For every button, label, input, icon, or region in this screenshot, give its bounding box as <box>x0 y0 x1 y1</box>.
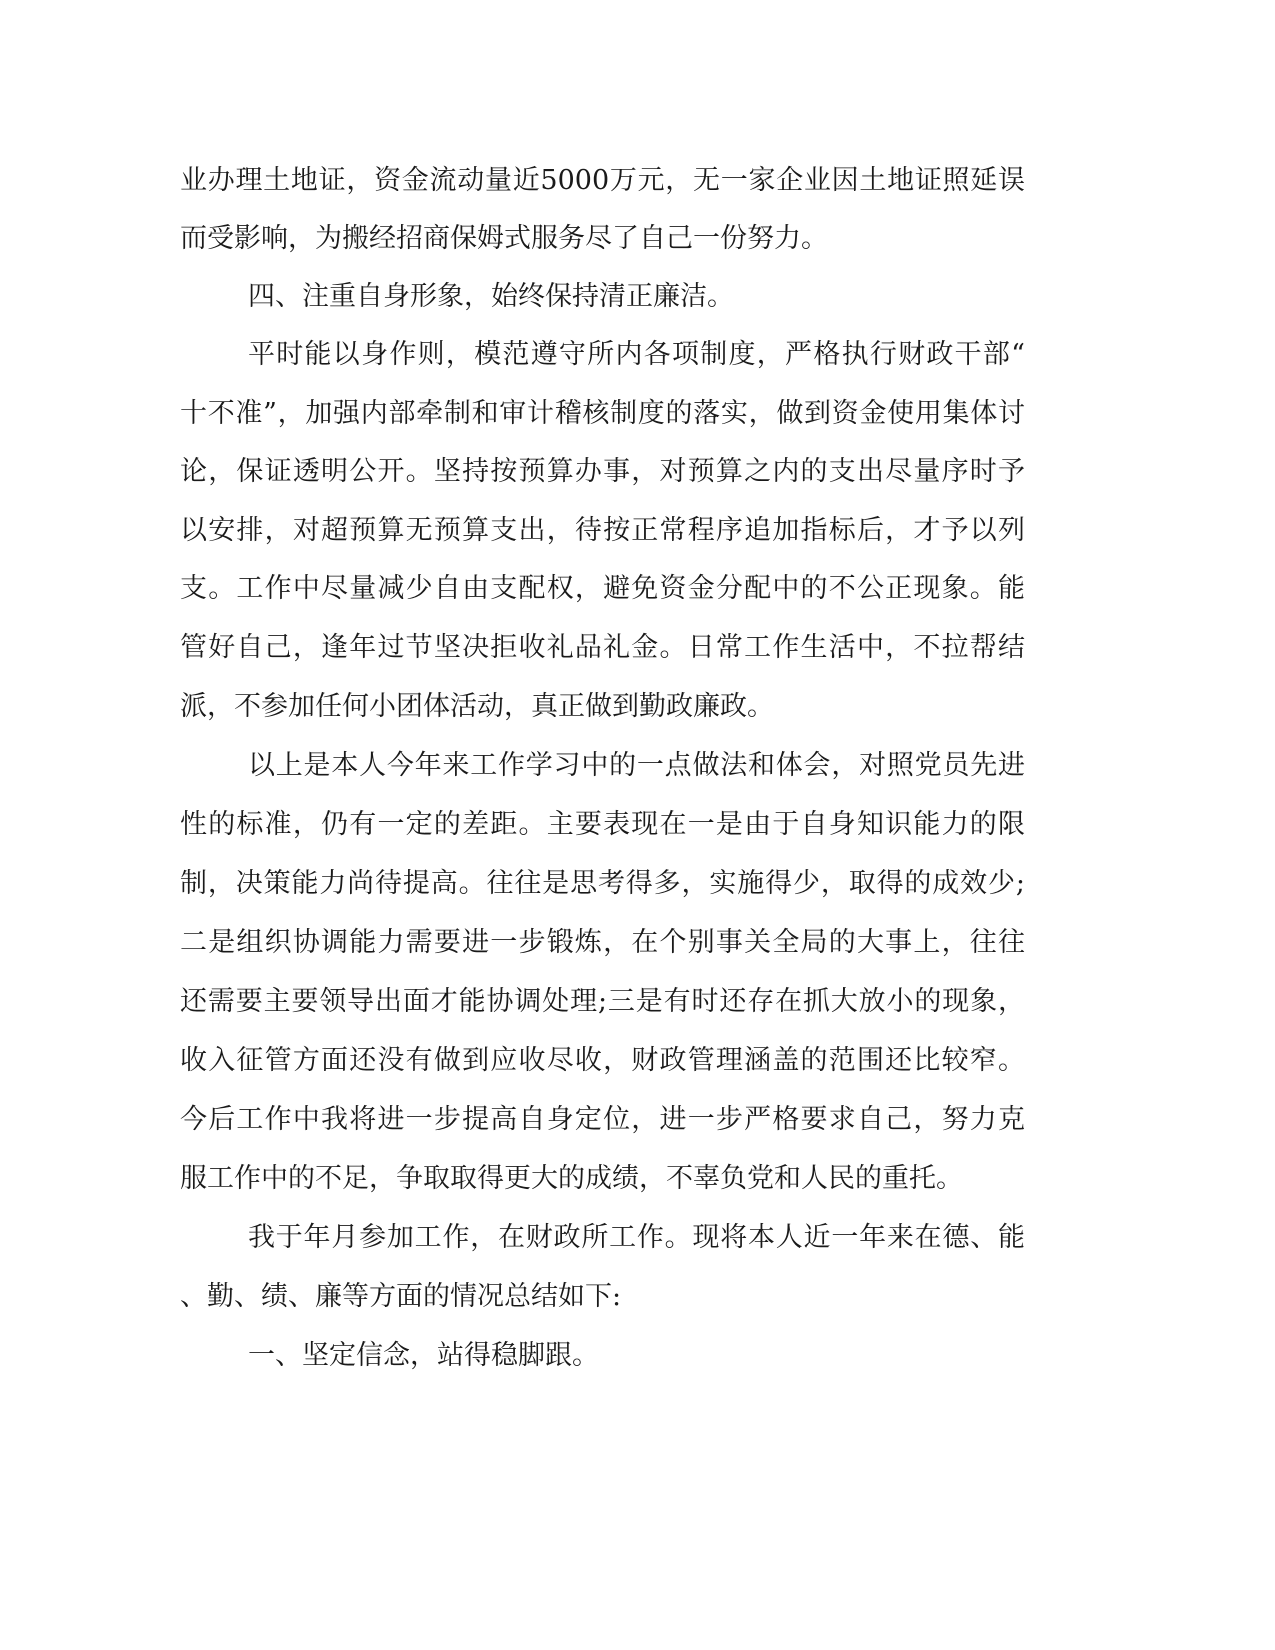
text-line: 派，不参加任何小团体活动，真正做到勤政廉政。 <box>180 691 774 722</box>
section-heading: 一、坚定信念，站得稳脚跟。 <box>248 1340 599 1371</box>
text-line: 还需要主要领导出面才能协调处理;三是有时还存在抓大放小的现象， <box>180 986 1025 1017</box>
text-line: 十不准”，加强内部牵制和审计稽核制度的落实，做到资金使用集体讨 <box>180 398 1025 429</box>
text-line: 今后工作中我将进一步提高自身定位，进一步严格要求自己，努力克 <box>180 1104 1025 1135</box>
text-line: 我于年月参加工作，在财政所工作。现将本人近一年来在德、能 <box>248 1222 1025 1253</box>
section-heading: 四、注重自身形象，始终保持清正廉洁。 <box>248 281 734 312</box>
text-line: 以安排，对超预算无预算支出，待按正常程序追加指标后，才予以列 <box>180 515 1025 546</box>
text-line: 业办理土地证，资金流动量近5000万元，无一家企业因土地证照延误 <box>180 165 1025 196</box>
text-line: 制，决策能力尚待提高。往往是思考得多，实施得少，取得的成效少; <box>180 868 1025 899</box>
text-line: 支。工作中尽量减少自由支配权，避免资金分配中的不公正现象。能 <box>180 573 1025 604</box>
text-line: 性的标准，仍有一定的差距。主要表现在一是由于自身知识能力的限 <box>180 809 1025 840</box>
text-line: 平时能以身作则，模范遵守所内各项制度，严格执行财政干部“ <box>248 339 1025 370</box>
text-line: 而受影响，为搬经招商保姆式服务尽了自己一份努力。 <box>180 223 828 254</box>
text-line: 管好自己，逢年过节坚决拒收礼品礼金。日常工作生活中，不拉帮结 <box>180 632 1025 663</box>
text-line: 论，保证透明公开。坚持按预算办事，对预算之内的支出尽量序时予 <box>180 456 1025 487</box>
text-line: 服工作中的不足，争取取得更大的成绩，不辜负党和人民的重托。 <box>180 1163 963 1194</box>
text-line: 以上是本人今年来工作学习中的一点做法和体会，对照党员先进 <box>248 750 1025 781</box>
text-line: 收入征管方面还没有做到应收尽收，财政管理涵盖的范围还比较窄。 <box>180 1045 1025 1076</box>
text-line: 二是组织协调能力需要进一步锻炼，在个别事关全局的大事上，往往 <box>180 927 1025 958</box>
text-line: 、勤、绩、廉等方面的情况总结如下: <box>180 1281 622 1312</box>
